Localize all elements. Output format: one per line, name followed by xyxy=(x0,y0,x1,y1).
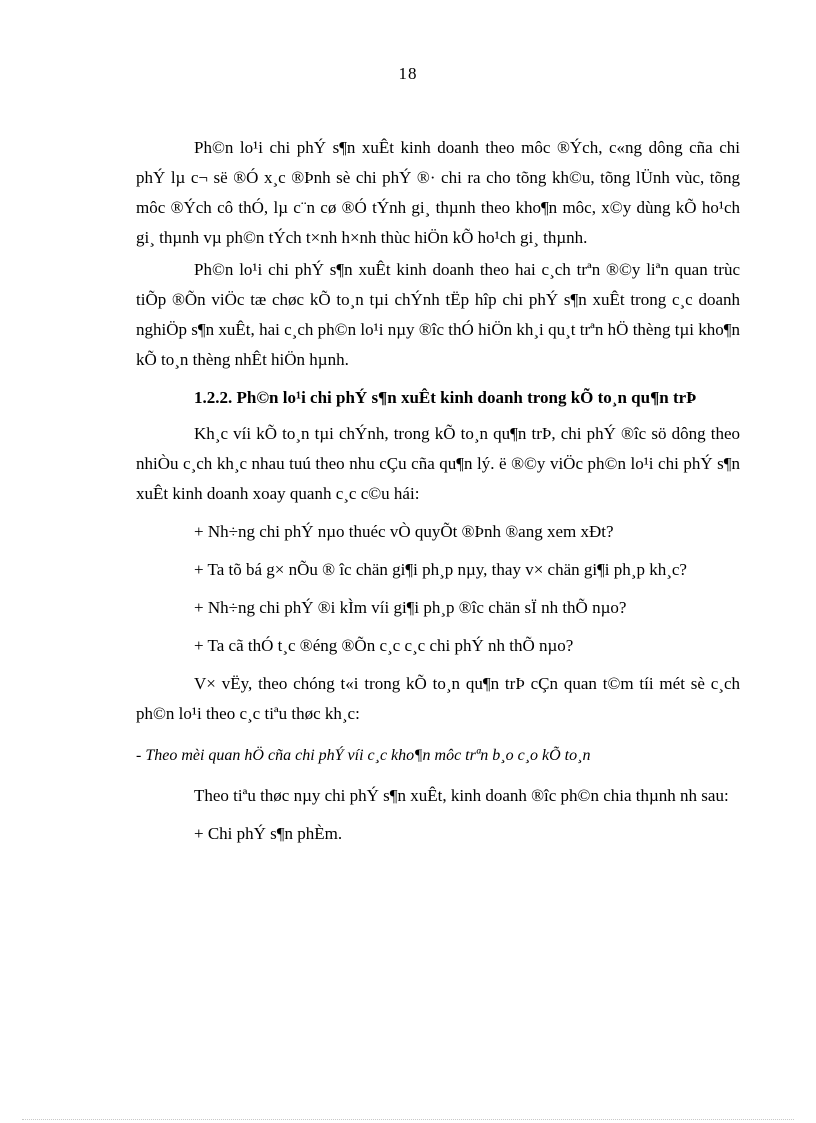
section-heading: 1.2.2. Ph©n lo¹i chi phÝ s¶n xuÊt kinh doanh trong kÕ to¸n qu¶n trÞ xyxy=(194,388,697,407)
list-item-product-cost: + Chi phÝ s¶n phÈm. xyxy=(194,824,343,843)
question-item-2: + Ta tõ bá g× nÕu ® îc chän gi¶i ph¸p nµy, thay v× chän gi¶i ph¸p kh¸c? xyxy=(194,560,687,579)
italic-subheading: - Theo mèi quan hÖ cña chi phÝ víi c¸c kho¶n môc trªn b¸o c¸o kÕ to¸n xyxy=(136,747,591,764)
paragraph-two-methods: Ph©n lo¹i chi phÝ s¶n xuÊt kinh doanh theo hai c¸ch trªn ®©y liªn quan trùc tiÕp ®Õn viÖc tæ chøc kÕ to¸n tµi chÝnh tËp hîp chi phÝ s¶n xuÊt trong c¸c doanh nghiÖp s¶n xuÊt, hai c¸ch ph©n lo¹i nµy ®îc thÓ hiÖn kh¸i qu¸t trªn hÖ thèng tµi kho¶n kÕ to¸n thèng nhÊt hiÖn hµnh. xyxy=(136,260,740,369)
question-item-3: + Nh÷ng chi phÝ ®i kÌm víi gi¶i ph¸p ®îc chän sÏ nh thÕ nµo? xyxy=(194,598,627,617)
paragraph-classification-purpose: Ph©n lo¹i chi phÝ s¶n xuÊt kinh doanh theo môc ®Ých, c«ng dông cña chi phÝ lµ c¬ së ®Ó x¸c ®Þnh sè chi phÝ ®· chi ra cho tõng kh©u, tõng lÜnh vùc, tõng môc ®Ých cô thÓ, lµ c¨n cø ®Ó tÝnh gi¸ thµnh theo kho¶n môc, x©y dùng kÕ ho¹ch gi¸ thµnh vµ ph©n tÝch t×nh h×nh thùc hiÖn kÕ ho¹ch gi¸ thµnh. xyxy=(136,138,740,247)
paragraph-criteria: V× vËy, theo chóng t«i trong kÕ to¸n qu¶n trÞ cÇn quan t©m tíi mét sè c¸ch ph©n lo¹i theo c¸c tiªu thøc kh¸c: xyxy=(136,674,740,723)
question-item-4: + Ta cã thÓ t¸c ®éng ®Õn c¸c c¸c chi phÝ nh thÕ nµo? xyxy=(194,636,574,655)
footer-divider xyxy=(22,1119,794,1120)
question-item-1: + Nh÷ng chi phÝ nµo thuéc vÒ quyÕt ®Þnh ®ang xem xÐt? xyxy=(194,522,614,541)
document-body xyxy=(136,133,740,849)
paragraph-classification-result: Theo tiªu thøc nµy chi phÝ s¶n xuÊt, kinh doanh ®îc ph©n chia thµnh nh sau: xyxy=(194,786,729,805)
paragraph-management-accounting: Kh¸c víi kÕ to¸n tµi chÝnh, trong kÕ to¸n qu¶n trÞ, chi phÝ ®îc sö dông theo nhiÒu c¸ch kh¸c nhau tuú theo nhu cÇu cña qu¶n lý. ë ®©y viÖc ph©n lo¹i chi phÝ s¶n xuÊt kinh doanh xoay quanh c¸c c©u hái: xyxy=(136,424,740,503)
page-number: 18 xyxy=(398,64,418,83)
